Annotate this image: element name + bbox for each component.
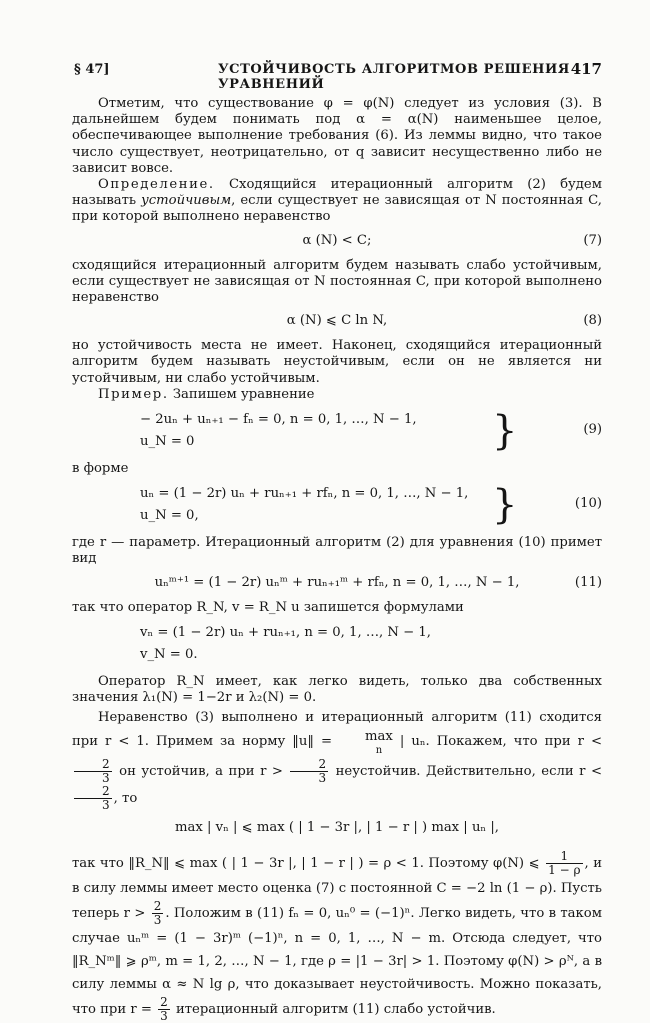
equation-line: vₙ = (1 − 2r) uₙ + ruₙ₊₁, n = 0, 1, …, N − 1, bbox=[140, 624, 431, 640]
definition-term: устойчивым bbox=[141, 193, 232, 209]
numerator: 1 bbox=[546, 850, 582, 864]
paragraph: но устойчивость места не имеет. Наконец, сходящийся итерационный алгоритм будем называть неустойчивым, если он не является ни устойчивым, ни слабо устойчивым. bbox=[72, 338, 602, 386]
max-operator bbox=[339, 730, 393, 758]
equation-7 bbox=[72, 231, 602, 253]
paragraph: Отметим, что существование φ = φ(N) следует из условия (3). В дальнейшем будем понимать под α = α(N) наименьшее целое, обеспечивающее выполнение требования (6). Из леммы видно, что такое число существует, неотрицательно, от q зависит несущественно либо не зависит вовсе. bbox=[72, 96, 602, 176]
operator-formulas bbox=[72, 622, 602, 668]
equation-line: − 2uₙ + uₙ₊₁ − fₙ = 0, n = 0, 1, …, N − 1, bbox=[140, 412, 417, 428]
text-run: Неравенство (3) выполнено и итерационный алгоритм (11) сходится при r < 1. Примем за норму ‖u‖ = bbox=[72, 710, 602, 750]
max-lhs: max | vₙ | ⩽ max ( | 1 − 3r |, | 1 − r | ) bbox=[175, 820, 428, 836]
numerator: 2 bbox=[160, 995, 168, 1010]
denominator: 3 bbox=[318, 771, 327, 786]
text-run: . Положим в (11) fₙ = 0, uₙ⁰ = (−1)ⁿ. Легко видеть, что в таком случае uₙᵐ = (1 − 3r)ᵐ (−1)ⁿ, n = 0, 1, …, N − m. Отсюда следует, что ‖R_Nᵐ‖ ⩾ ρᵐ, m = 1, 2, …, N − 1, где ρ = |1 − 3r| > 1. Поэтому φ(N) > ρᴺ, а в силу леммы α ≈ N lg ρ, что доказывает неустойчивость. Можно показать, что при r = bbox=[72, 906, 602, 1018]
definition-text-cont: , если существует не зависящая от N постоянная C, при которой выполнено неравенство bbox=[72, 193, 602, 225]
definition-paragraph bbox=[72, 177, 602, 226]
text-run: и в силу леммы имеет место оценка (7) с постоянной C = −2 ln (1 − ρ). Пусть теперь r > bbox=[72, 856, 602, 922]
equation-number: (11) bbox=[574, 574, 602, 590]
paragraph: сходящийся итерационный алгоритм будем называть слабо устойчивым, если существует не зависящая от N постоянная C, при которой выполнено неравенство bbox=[72, 257, 602, 306]
paragraph: так что оператор R_N, v = R_N u запишется формулами bbox=[72, 599, 464, 615]
denominator: 3 bbox=[160, 1009, 168, 1023]
fraction-one-over-one-minus-rho bbox=[546, 850, 582, 877]
right-brace: } bbox=[492, 482, 518, 529]
paragraph: Оператор R_N имеет, как легко видеть, только два собственных значения λ₁(N) = 1−2r и λ₂(N) = 0. bbox=[72, 673, 602, 706]
equation-body: uₙᵐ⁺¹ = (1 − 2r) uₙᵐ + ruₙ₊₁ᵐ + rfₙ, n = 0, 1, …, N − 1, bbox=[154, 574, 520, 590]
text-run: неустойчив. Действительно, если r < bbox=[335, 764, 603, 780]
fraction-two-thirds bbox=[152, 900, 164, 927]
running-header bbox=[70, 60, 602, 92]
denominator: 1 − ρ bbox=[548, 863, 581, 878]
max-inequality bbox=[72, 818, 602, 844]
equation-line: u_N = 0, bbox=[140, 508, 199, 524]
equation-number: (8) bbox=[583, 313, 602, 329]
text-run: итерационный алгоритм (11) слабо устойчив. bbox=[175, 1002, 496, 1018]
equation-8 bbox=[72, 311, 602, 333]
equation-body bbox=[72, 820, 602, 836]
denominator: 3 bbox=[102, 771, 110, 786]
numerator: 2 bbox=[74, 785, 112, 799]
equation-body: α (N) < C; bbox=[302, 232, 372, 248]
equation-number: (9) bbox=[583, 422, 602, 438]
fraction-two-thirds bbox=[74, 758, 112, 785]
running-title: УСТОЙЧИВОСТЬ АЛГОРИТМОВ РЕШЕНИЯ УРАВНЕНИЙ bbox=[218, 62, 570, 92]
max-rhs: max | uₙ |, bbox=[431, 820, 499, 836]
denominator: 3 bbox=[102, 798, 110, 813]
right-brace: } bbox=[492, 408, 518, 455]
section-number: § 47] bbox=[74, 62, 110, 77]
paragraph: где r — параметр. Итерационный алгоритм (2) для уравнения (10) примет вид bbox=[72, 535, 602, 567]
equation-number: (10) bbox=[574, 496, 602, 512]
max-subscript: n bbox=[375, 745, 383, 757]
denominator: 3 bbox=[153, 913, 162, 928]
equation-line: uₙ = (1 − 2r) uₙ + ruₙ₊₁ + rfₙ, n = 0, 1, …, N − 1, bbox=[140, 486, 469, 502]
page-body bbox=[72, 96, 602, 1023]
fraction-two-thirds bbox=[290, 758, 328, 785]
fraction-two-thirds bbox=[74, 785, 112, 812]
equation-line: u_N = 0 bbox=[140, 434, 195, 450]
equation-9 bbox=[72, 409, 602, 455]
definition-label: Определение. bbox=[98, 177, 215, 193]
numerator: 2 bbox=[74, 758, 112, 772]
text-run: так что ‖R_N‖ ⩽ max ( | 1 − 3r |, | 1 − r | ) = ρ < 1. Поэтому φ(N) ⩽ bbox=[72, 856, 540, 872]
text-run: , то bbox=[113, 791, 138, 807]
numerator: 2 bbox=[290, 758, 328, 772]
example-paragraph bbox=[72, 387, 602, 403]
definition-text: Сходящийся итерационный алгоритм (2) будем называть bbox=[72, 177, 602, 209]
text-run: | uₙ. Покажем, что при r < bbox=[399, 734, 602, 750]
equation-number: (7) bbox=[583, 232, 602, 248]
stability-paragraph bbox=[72, 706, 602, 812]
paragraph: в форме bbox=[72, 461, 129, 477]
text-run: он устойчив, а при r > bbox=[119, 764, 283, 780]
example-label: Пример. bbox=[98, 386, 169, 402]
equation-body: α (N) ⩽ C ln N, bbox=[286, 313, 388, 329]
conclusion-paragraph: так что ‖R_N‖ ⩽ max ( | 1 − 3r |, | 1 − r | ) = ρ < 1. Поэтому φ(N) ⩽ $\frac{1}{1 - \rho}$ , и в силу леммы имеет место оценка (7) с постоянной C = −2 ln (1 − ρ). Пусть теперь r > $\frac{2}{3}$ . Положим в (11) fₙ = 0, uₙ⁰ = (−1)ⁿ. Легко видеть, что в таком случае uₙᵐ = (1 − 3r)ᵐ (−1)ⁿ, n = 0, 1, …, N − m. Отсюда следует, что ‖R_Nᵐ‖ ⩾ ρᵐ, m = 1, 2, …, N − 1, где ρ = |1 − 3r| > 1. Поэтому φ(N) > ρᴺ, а в силу леммы α ≈ N lg ρ, что доказывает неустойчивость. Можно показать, что при r = $\frac{2}{3}$ итерационный алгоритм (11) слабо устойчив. bbox=[72, 849, 602, 1023]
fraction-two-thirds bbox=[158, 996, 170, 1023]
numerator: 2 bbox=[153, 899, 162, 914]
example-text: Запишем уравнение bbox=[168, 386, 315, 402]
equation-10 bbox=[72, 483, 602, 529]
max-word: max bbox=[365, 729, 393, 745]
equation-11 bbox=[72, 573, 602, 595]
page-number: 417 bbox=[570, 60, 602, 78]
equation-line: v_N = 0. bbox=[140, 646, 198, 662]
